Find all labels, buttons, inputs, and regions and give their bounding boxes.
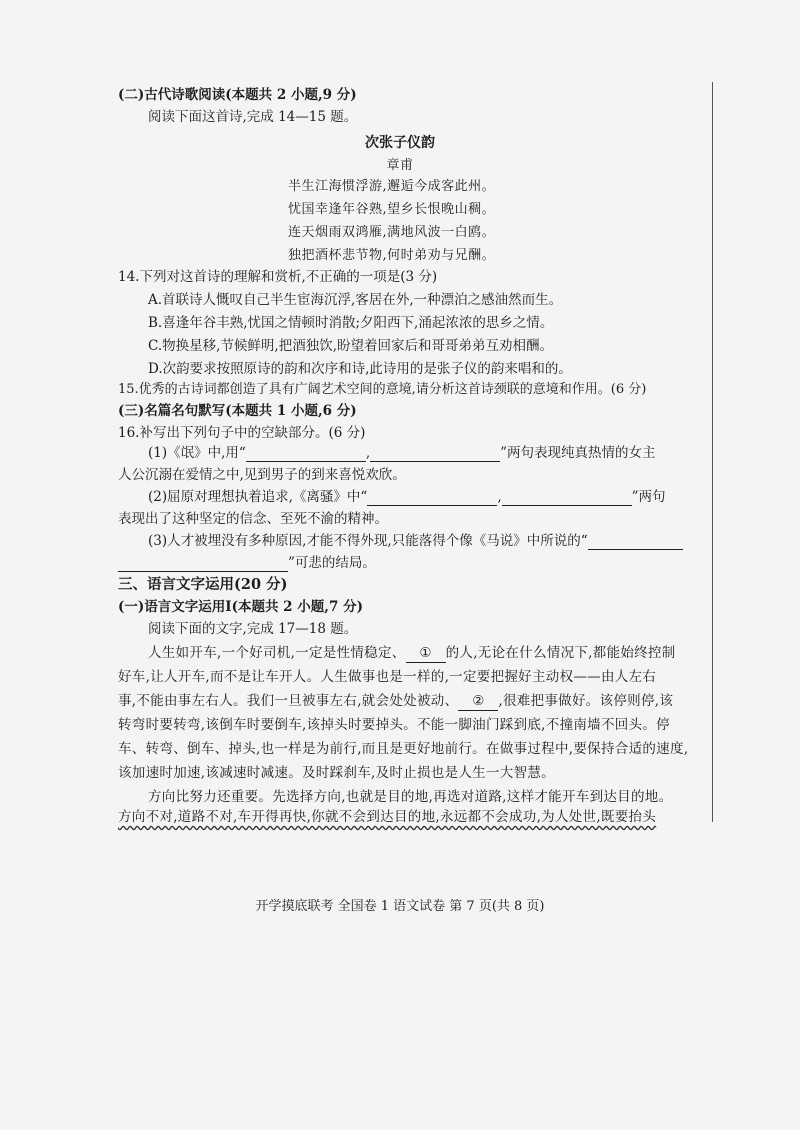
poem-title: 次张子仪韵 — [365, 135, 435, 151]
passage-p1-line5: 车、转弯、倒车、掉头,也一样是为前行,而且是更好地前行。在做事过程中,要保持合适的速度, — [118, 741, 689, 757]
q16-item3-blank-2[interactable] — [118, 557, 288, 572]
q16-item1-line2: 人公沉溺在爱情之中,见到男子的到来喜悦欢欣。 — [118, 467, 406, 483]
q16-item2-sep: , — [497, 489, 502, 505]
passage-p1-line4: 转弯时要转弯,该倒车时要倒车,该掉头时要掉头。不能一脚油门踩到底,不撞南墙不回头。停 — [118, 717, 670, 733]
passage-p2-line2: 方向不对,道路不对,车开得再快,你就不会到达目的地,永远都不会成功,为人处世,既要抬头 — [118, 809, 657, 825]
q16-item1-prefix: (1)《氓》中,用“ — [148, 445, 246, 461]
passage-p1-line6: 该加速时加速,该减速时减速。及时踩刹车,及时止损也是人生一大智慧。 — [118, 765, 555, 781]
language-section-header: 三、语言文字运用(20 分) — [118, 576, 288, 593]
q16-item1-line1 — [148, 444, 656, 462]
q16-item3-prefix: (3)人才被埋没有多种原因,才能不得外现,只能落得个像《马说》中所说的“ — [148, 533, 588, 549]
passage-p1-line3-b: ,很难把事做好。该停则停,该 — [498, 693, 674, 709]
q16-item1-suffix: ”两句表现纯真热情的女主 — [500, 445, 656, 461]
q14-option-c: C.物换星移,节候鲜明,把酒独饮,盼望着回家后和哥哥弟弟互劝相酬。 — [148, 338, 554, 354]
q16-item1-sep: , — [365, 445, 371, 461]
q16-item3-line2 — [118, 554, 376, 572]
passage-p1-line2: 好车,让人开车,而不是让车开人。人生做事也是一样的,一定要把握好主动权——由人左右 — [118, 669, 657, 685]
blank-mark-2: ② — [458, 692, 498, 711]
poem-author: 章甫 — [386, 158, 414, 173]
q16-item3-blank-1[interactable] — [588, 535, 683, 550]
passage-p1-line1-a: 人生如开车,一个好司机,一定是性情稳定、 — [148, 645, 406, 661]
q16-item3-line1 — [148, 532, 683, 550]
q16-item3-suffix: ”可悲的结局。 — [288, 555, 376, 571]
q14-option-b: B.喜逢年谷丰熟,忧国之情顿时消散;夕阳西下,涌起浓浓的思乡之情。 — [148, 315, 554, 331]
blank-mark-1: ① — [406, 644, 446, 663]
q16-item2-line1 — [148, 488, 666, 506]
q14-option-a: A.首联诗人慨叹自己半生宦海沉浮,客居在外,一种漂泊之感油然而生。 — [148, 292, 563, 308]
q14-option-d: D.次韵要求按照原诗的韵和次序和诗,此诗用的是张子仪的韵来唱和的。 — [148, 361, 572, 377]
poem-line-2: 忧国幸逢年谷熟,望乡长恨晚山稠。 — [288, 202, 496, 217]
page-footer: 开学摸底联考 全国卷 1 语文试卷 第 7 页(共 8 页) — [255, 899, 545, 914]
q16-item2-suffix: ”两句 — [631, 489, 666, 505]
passage-p2-line1: 方向比努力还重要。先选择方向,也就是目的地,再选对道路,这样才能开车到达目的地。 — [148, 789, 673, 805]
poem-line-4: 独把酒杯悲节物,何时弟劝与兄酬。 — [288, 248, 496, 263]
q16-item1-blank-2[interactable] — [370, 447, 500, 462]
q15-stem: 15.优秀的古诗词都创造了具有广阔艺术空间的意境,请分析这首诗颈联的意境和作用。(6 分) — [118, 382, 647, 397]
poetry-intro: 阅读下面这首诗,完成 14—15 题。 — [148, 109, 358, 125]
q16-item2-blank-2[interactable] — [502, 491, 632, 506]
q14-stem: 14.下列对这首诗的理解和赏析,不正确的一项是(3 分) — [118, 269, 438, 285]
passage-p1-line1 — [148, 644, 676, 663]
passage-p1-line3 — [118, 692, 673, 711]
poem-line-3: 连天烟雨双鸿雁,满地风波一白鸥。 — [288, 225, 496, 240]
margin-rule — [712, 82, 713, 822]
poetry-section-header: (二)古代诗歌阅读(本题共 2 小题,9 分) — [118, 87, 357, 103]
q16-stem: 16.补写出下列句子中的空缺部分。(6 分) — [118, 425, 366, 441]
language-intro: 阅读下面的文字,完成 17—18 题。 — [148, 621, 358, 637]
q16-item2-line2: 表现出了这种坚定的信念、至死不渝的精神。 — [118, 511, 388, 527]
language-sub-header: (一)语言文字运用Ⅰ(本题共 2 小题,7 分) — [118, 599, 363, 615]
recite-section-header: (三)名篇名句默写(本题共 1 小题,6 分) — [118, 403, 357, 419]
poem-line-1: 半生江海惯浮游,邂逅今成客此州。 — [288, 179, 496, 194]
q16-item2-prefix: (2)屈原对理想执着追求,《离骚》中“ — [148, 489, 368, 505]
passage-p1-line3-a: 事,不能由事左右人。我们一旦被事左右,就会处处被动、 — [118, 693, 459, 709]
q16-item1-blank-1[interactable] — [246, 447, 366, 462]
passage-p1-line1-b: 的人,无论在什么情况下,都能始终控制 — [445, 645, 676, 661]
q16-item2-blank-1[interactable] — [367, 491, 497, 506]
